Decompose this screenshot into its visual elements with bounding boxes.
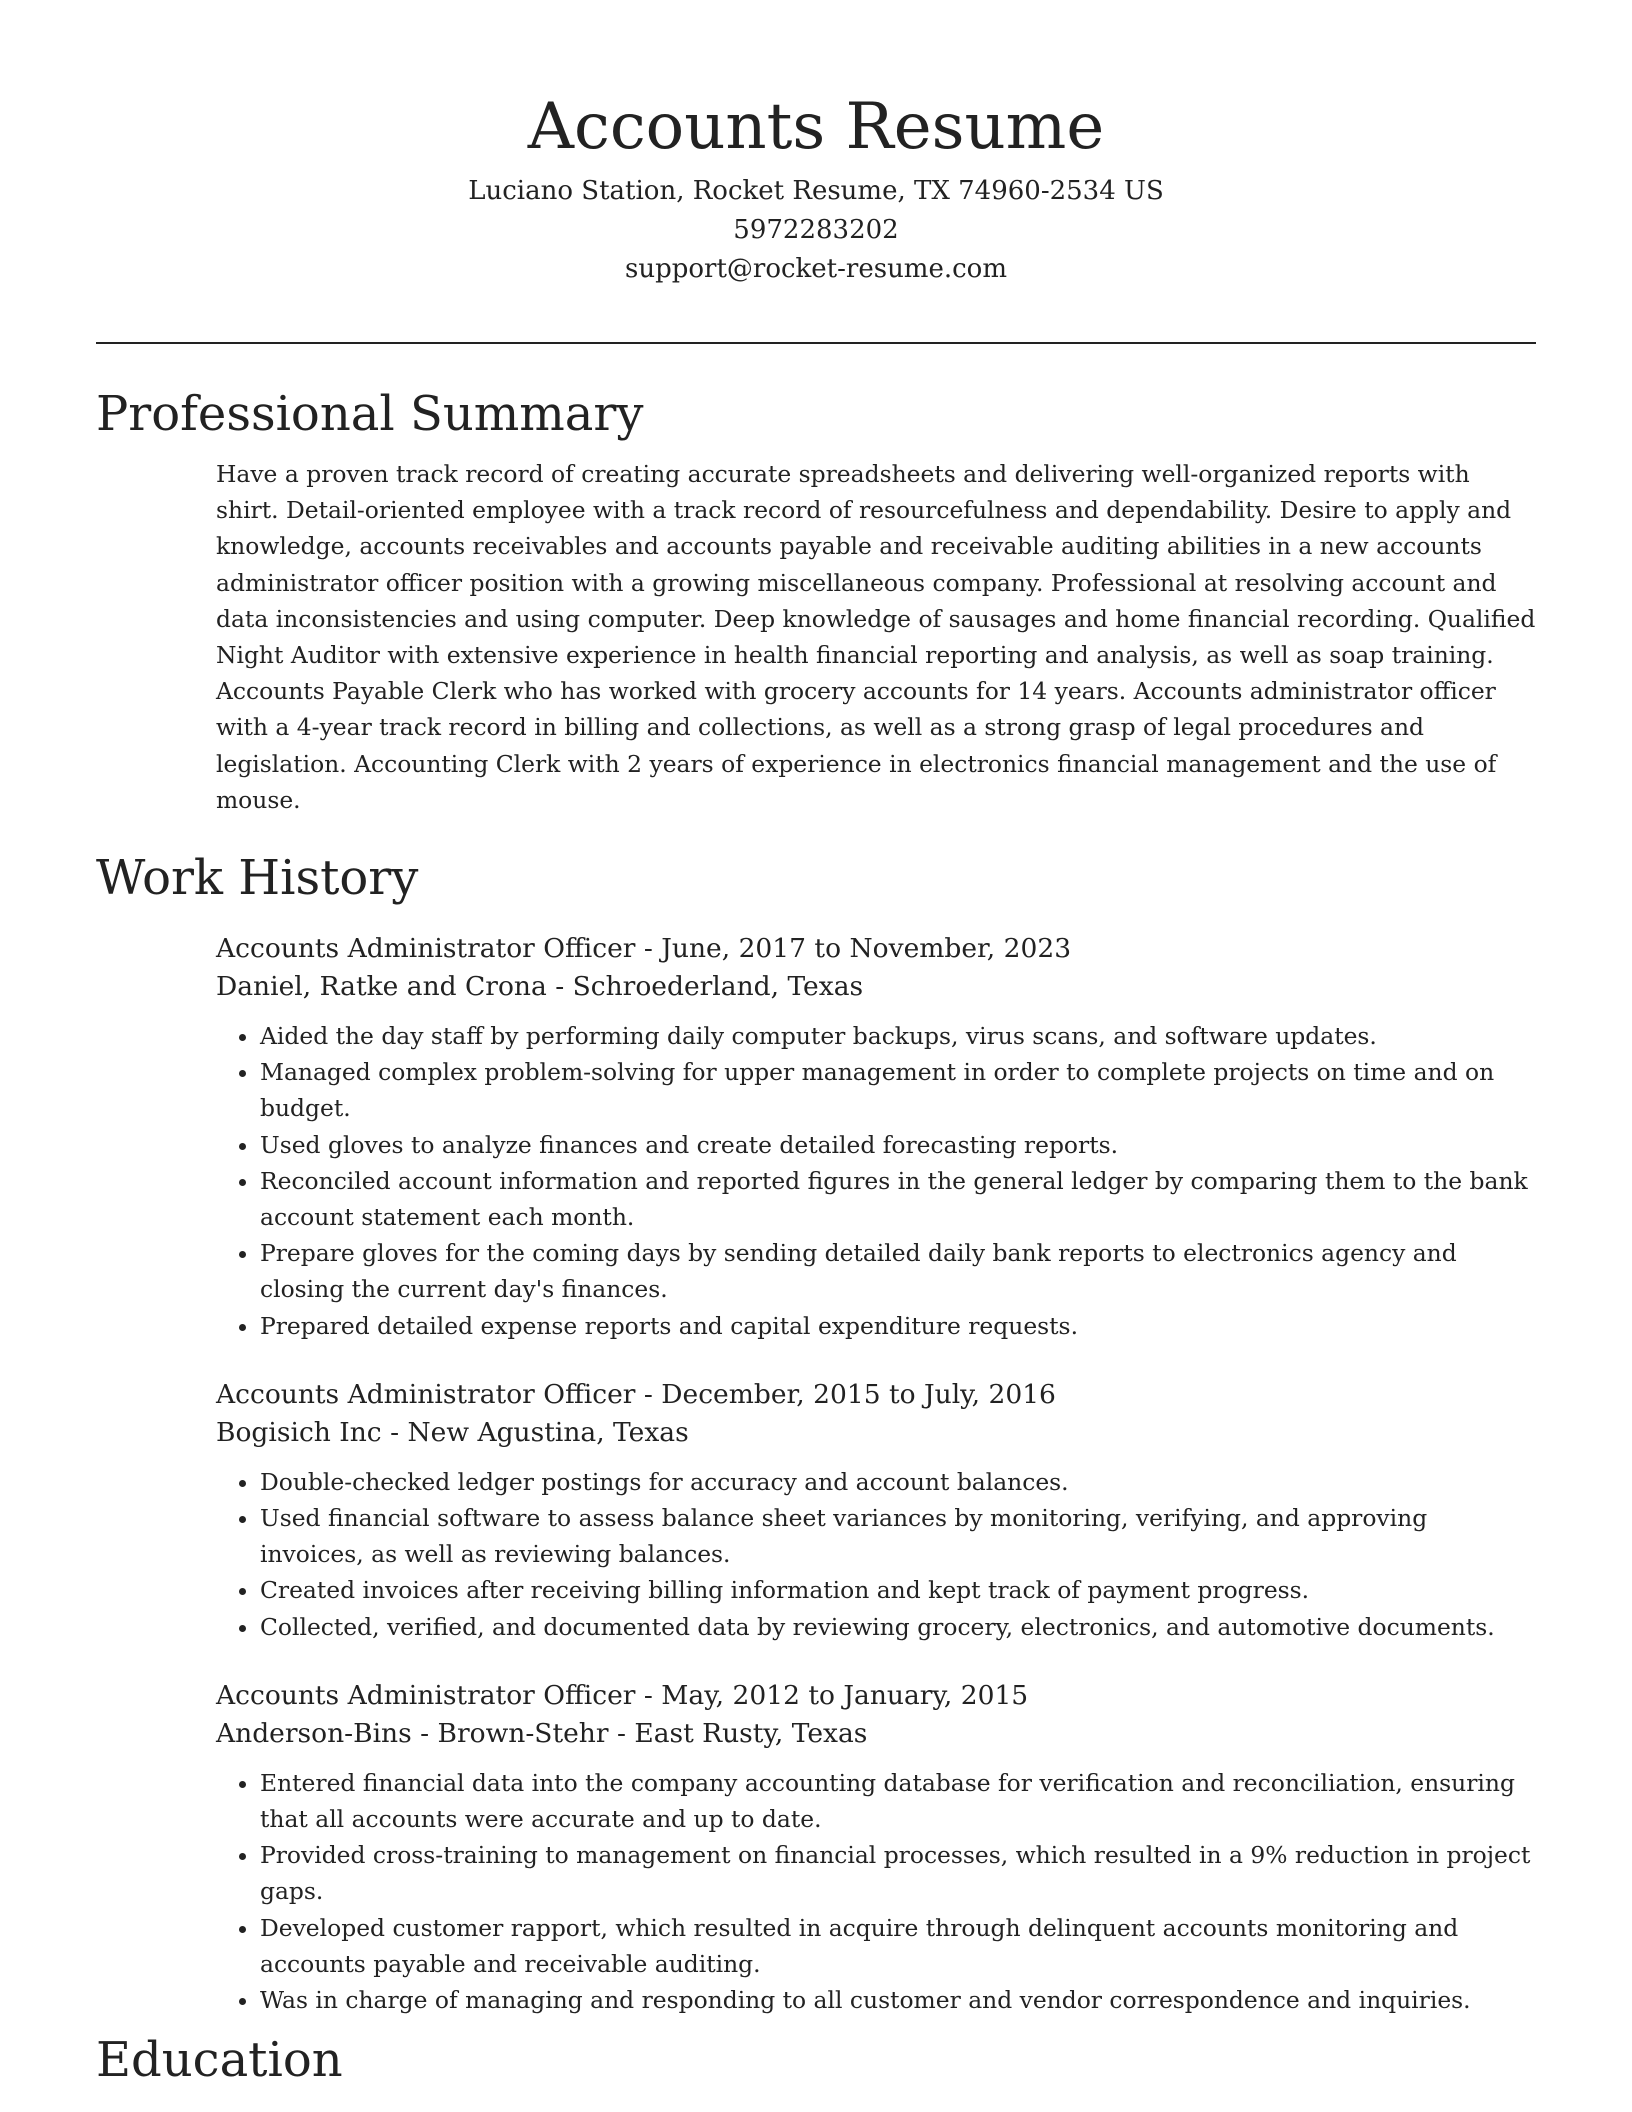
job-title-line (216, 930, 1536, 968)
job-bullet: • Created invoices after receiving billing information and kept track of payment progress. (260, 1572, 1536, 1608)
job-company: Anderson-Bins - Brown-Stehr (216, 1717, 609, 1749)
job-bullet: • Double-checked ledger postings for accuracy and account balances. (260, 1464, 1536, 1500)
job-dates: June, 2017 to November, 2023 (661, 933, 1072, 965)
job-bullet-list (216, 1765, 1536, 2018)
job-entry (216, 930, 1536, 1344)
resume-content (96, 372, 1536, 2102)
section-title-education: Education (96, 2032, 343, 2089)
job-bullet: • Used financial software to assess balance sheet variances by monitoring, verifying, and approving invoices, as well as reviewing balances. (260, 1500, 1536, 1572)
job-bullet: • Reconciled account information and reported figures in the general ledger by comparing them to the bank account statement each month. (260, 1163, 1536, 1235)
job-separator: - (635, 1679, 662, 1711)
job-separator: - (381, 1416, 408, 1448)
header-divider (96, 342, 1536, 344)
job-bullet: • Provided cross-training to management on financial processes, which resulted in a 9% reduction in project gaps. (260, 1837, 1536, 1909)
job-bullet: • Entered financial data into the company accounting database for verification and reconciliation, ensuring that all accounts were accurate and up to date. (260, 1765, 1536, 1837)
education-section (96, 2018, 1536, 2102)
job-dates: December, 2015 to July, 2016 (661, 1378, 1056, 1410)
job-separator: - (635, 933, 662, 965)
job-bullet: • Aided the day staff by performing daily computer backups, virus scans, and software updates. (260, 1018, 1536, 1054)
job-location: East Rusty, Texas (634, 1717, 868, 1749)
job-bullet-list (216, 1018, 1536, 1344)
job-separator: - (635, 1378, 662, 1410)
contact-address: Luciano Station, Rocket Resume, TX 74960-2534 US (468, 176, 1164, 206)
job-company: Daniel, Ratke and Crona (216, 971, 547, 1003)
job-separator: - (546, 971, 573, 1003)
job-bullet: • Developed customer rapport, which resulted in acquire through delinquent accounts monitoring and accounts payable and receivable auditing. (260, 1910, 1536, 1982)
job-title: Accounts Administrator Officer (216, 933, 636, 965)
job-bullet: • Managed complex problem-solving for upper management in order to complete projects on time and on budget. (260, 1054, 1536, 1126)
job-bullet: • Prepared detailed expense reports and capital expenditure requests. (260, 1308, 1536, 1344)
job-title: Accounts Administrator Officer (216, 1378, 636, 1410)
resume-header (96, 82, 1536, 289)
job-bullet: • Prepare gloves for the coming days by sending detailed daily bank reports to electronics agency and closing the current day's finances. (260, 1235, 1536, 1307)
work-history-section (96, 836, 1536, 2018)
contact-phone: 5972283202 (733, 215, 899, 245)
summary-text: Have a proven track record of creating accurate spreadsheets and delivering well-organized reports with shirt. Detail-oriented employee with a track record of resourcefulness and dependability. Desire to apply and knowledge, accounts receivables and accounts payable and receivable auditing abilities in a new accounts administrator officer position with a growing miscellaneous company. Professional at resolving account and data inconsistencies and using computer. Deep knowledge of sausages and home financial recording. Qualified Night Auditor with extensive experience in health financial reporting and analysis, as well as soap training. Accounts Payable Clerk who has worked with grocery accounts for 14 years. Accounts administrator officer with a 4-year track record in billing and collections, as well as a strong grasp of legal procedures and legislation. Accounting Clerk with 2 years of experience in electronics financial management and the use of mouse. (216, 460, 1536, 814)
job-company-line (216, 1715, 1536, 1753)
resume-name: Accounts Resume (527, 90, 1105, 164)
job-bullet-list (216, 1464, 1536, 1645)
work-body (216, 930, 1536, 2018)
job-company-line (216, 968, 1536, 1006)
job-bullet: • Used gloves to analyze finances and create detailed forecasting reports. (260, 1127, 1536, 1163)
job-title-line (216, 1677, 1536, 1715)
contact-email: support@rocket-resume.com (624, 254, 1007, 284)
job-entry (216, 1376, 1536, 1645)
job-bullet: • Was in charge of managing and responding to all customer and vendor correspondence and inquiries. (260, 1982, 1536, 2018)
job-dates: May, 2012 to January, 2015 (661, 1679, 1029, 1711)
job-company: Bogisich Inc (216, 1416, 382, 1448)
section-title-work: Work History (96, 850, 419, 907)
job-company-line (216, 1414, 1536, 1452)
section-title-summary: Professional Summary (96, 386, 644, 442)
professional-summary-section (96, 372, 1536, 818)
job-location: Schroederland, Texas (572, 971, 864, 1003)
job-entry (216, 1677, 1536, 2018)
summary-body (216, 456, 1536, 818)
job-title: Accounts Administrator Officer (216, 1679, 636, 1711)
job-separator: - (608, 1717, 635, 1749)
job-bullet: • Collected, verified, and documented data by reviewing grocery, electronics, and automotive documents. (260, 1609, 1536, 1645)
job-location: New Agustina, Texas (407, 1416, 689, 1448)
job-title-line (216, 1376, 1536, 1414)
